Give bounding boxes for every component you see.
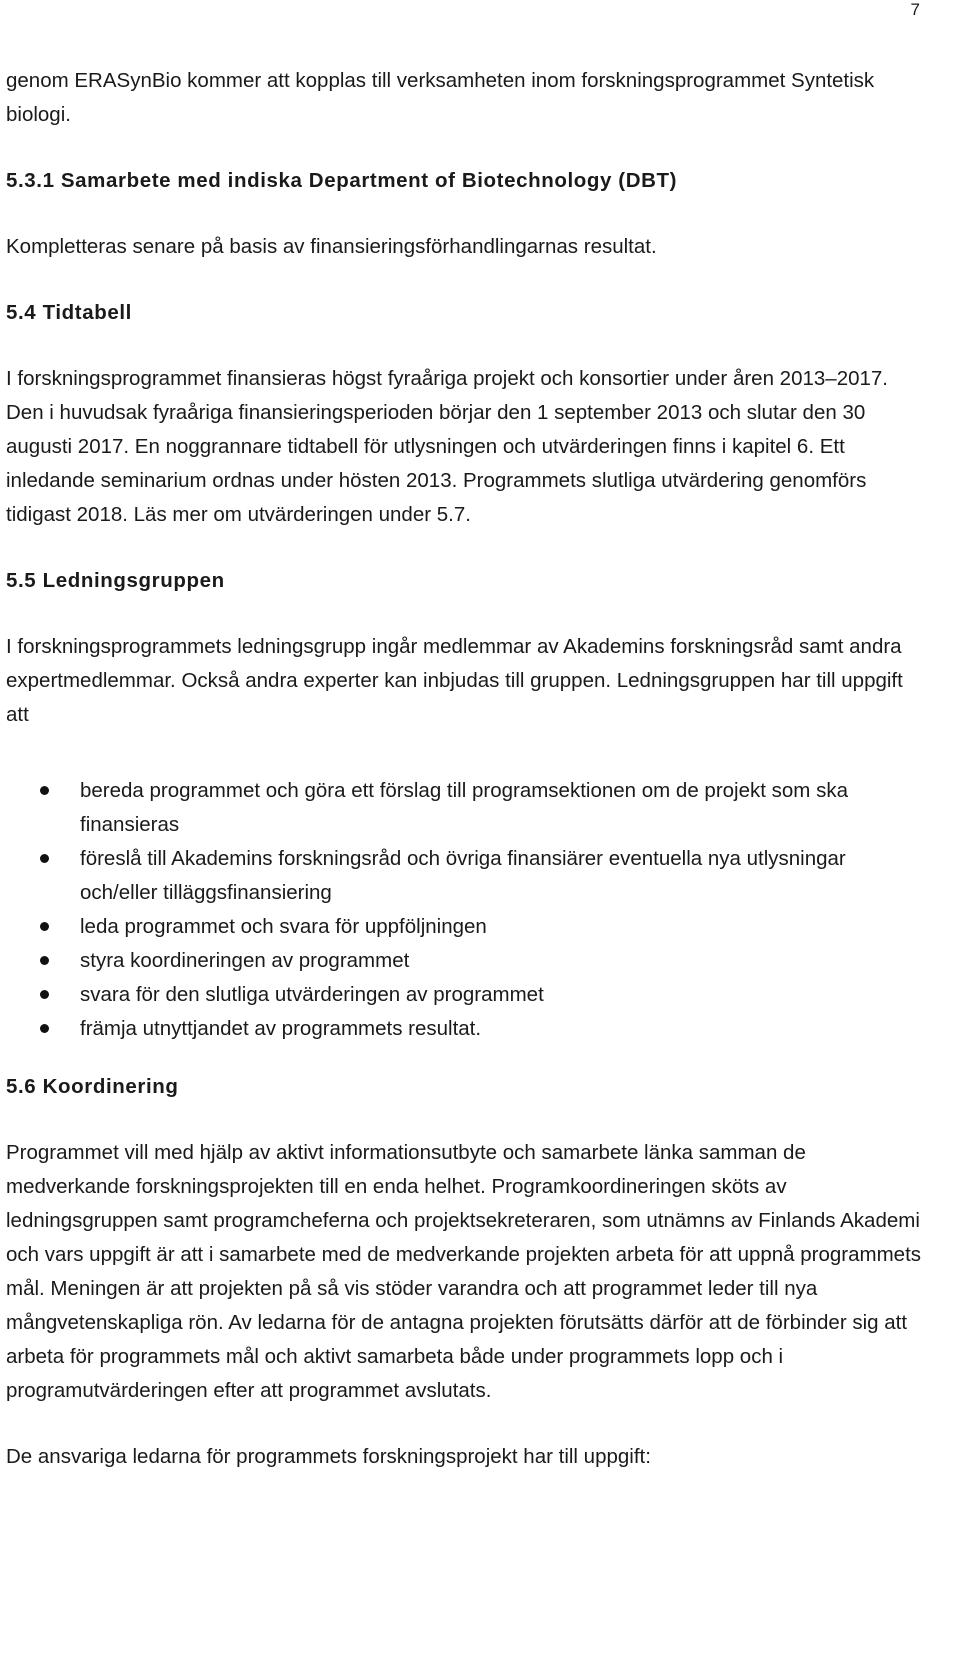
list-item [6, 842, 922, 910]
lead-paragraph: genom ERASynBio kommer att kopplas till verksamheten inom forskningsprogrammet Syntetisk biologi. [6, 69, 875, 126]
section-5-5-heading: 5.5 Ledningsgruppen [6, 569, 225, 592]
section-5-6-body: Programmet vill med hjälp av aktivt informationsutbyte och samarbete länka samman de medverkande forskningsprojekten till en enda helhet. Programkoordineringen sköts av ledningsgruppen samt programcheferna och projektsekreteraren, som utnämns av Finlands Akademi och vars uppgift är att i samarbete med de medverkande projekten arbeta för att uppnå programmets mål. Meningen är att projekten på så vis stöder varandra och att programmet leder till nya mångvetenskapliga rön. Av ledarna för de antagna projekten förutsätts därför att de förbinder sig att arbeta för programmets mål och aktivt samarbeta både under programmets lopp och i programutvärderingen efter att programmet avslutats. [6, 1141, 922, 1402]
list-item-text: svara för den slutliga utvärderingen av programmet [80, 983, 544, 1006]
section-5-4-body: I forskningsprogrammet finansieras högst fyraåriga projekt och konsortier under åren 2013–2017. Den i huvudsak fyraåriga finansieringsperioden börjar den 1 september 2013 och slutar den 30 augusti 2017. En noggrannare tidtabell för utlysningen och utvärderingen finns i kapitel 6. Ett inledande seminarium ordnas under hösten 2013. Programmets slutliga utvärdering genomförs tidigast 2018. Läs mer om utvärderingen under 5.7. [6, 367, 888, 526]
bullet-icon [40, 1024, 49, 1033]
list-item-text: föreslå till Akademins forskningsråd och övriga finansiärer eventuella nya utlysningar och/eller tilläggsfinansiering [80, 847, 846, 904]
list-item-text: bereda programmet och göra ett förslag till programsektionen om de projekt som ska finansieras [80, 779, 848, 836]
list-item [6, 774, 922, 842]
list-item-text: främja utnyttjandet av programmets resultat. [80, 1017, 482, 1040]
page-number: 7 [910, 0, 920, 19]
page-content [6, 64, 922, 1474]
section-5-6-heading: 5.6 Koordinering [6, 1075, 179, 1098]
section-5-4-heading: 5.4 Tidtabell [6, 301, 132, 324]
section-5-3-1-heading: 5.3.1 Samarbete med indiska Department of Biotechnology (DBT) [6, 169, 678, 192]
list-item-text: leda programmet och svara för uppföljningen [80, 915, 487, 938]
list-item [6, 944, 922, 978]
ledningsgruppen-task-list [6, 774, 922, 1046]
section-5-5-body: I forskningsprogrammets ledningsgrupp ingår medlemmar av Akademins forskningsråd samt andra expertmedlemmar. Också andra experter kan inbjudas till gruppen. Ledningsgruppen har till uppgift att [6, 635, 903, 726]
list-item [6, 978, 922, 1012]
closing-line: De ansvariga ledarna för programmets forskningsprojekt har till uppgift: [6, 1445, 651, 1468]
bullet-icon [40, 922, 49, 931]
list-item [6, 1012, 922, 1046]
bullet-icon [40, 990, 49, 999]
bullet-icon [40, 854, 49, 863]
bullet-icon [40, 786, 49, 795]
section-5-3-1-body: Kompletteras senare på basis av finansieringsförhandlingarnas resultat. [6, 235, 657, 258]
bullet-icon [40, 956, 49, 965]
list-item [6, 910, 922, 944]
list-item-text: styra koordineringen av programmet [80, 949, 410, 972]
